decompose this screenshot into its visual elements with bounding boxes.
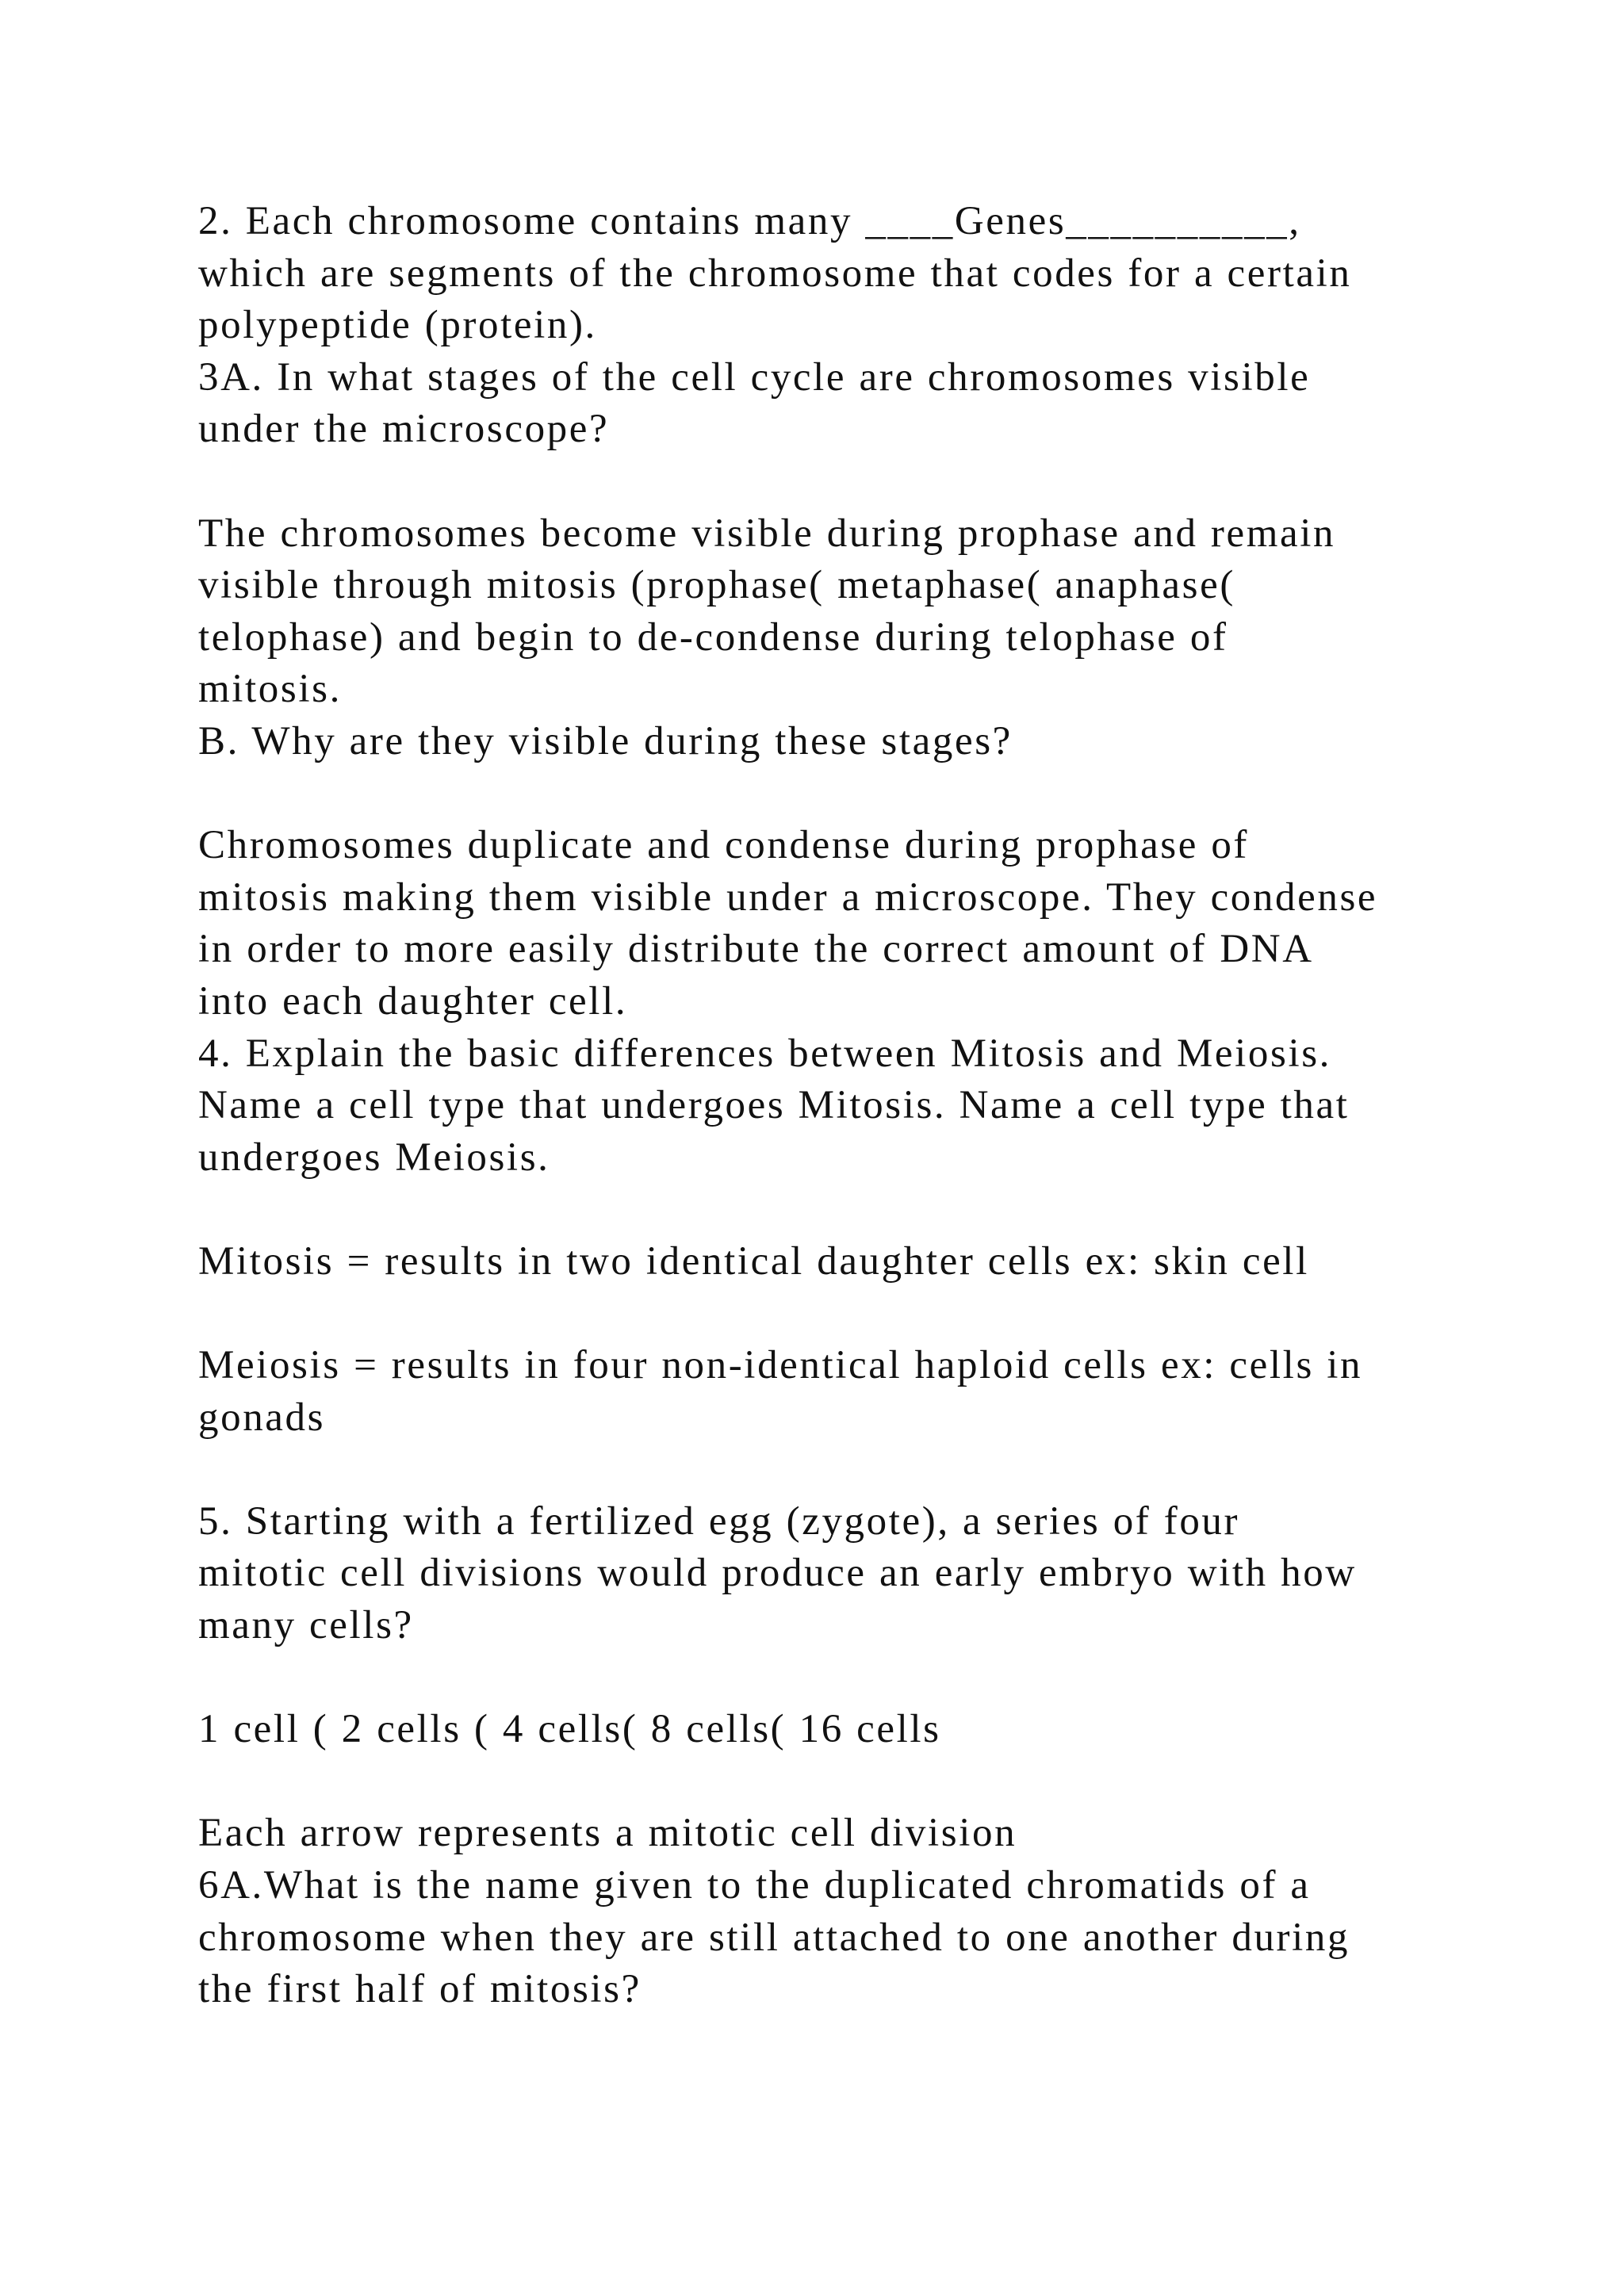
blank-line: [198, 1652, 1467, 1705]
text-line: visible through mitosis (prophase( metaphase( anaphase(: [198, 563, 1235, 608]
text-line: the first half of mitosis?: [198, 1967, 642, 2012]
text-line: The chromosomes become visible during prophase and remain: [198, 511, 1336, 556]
text-line: 2. Each chromosome contains many ____Genes__________,: [198, 199, 1301, 243]
blank-line: [198, 1184, 1467, 1236]
text-line: chromosome when they are still attached to one another during: [198, 1915, 1350, 1960]
text-line: telophase) and begin to de-condense during telophase of: [198, 614, 1228, 660]
blank-line: [198, 456, 1467, 508]
text-line: 6A.What is the name given to the duplicated chromatids of a: [198, 1863, 1311, 1908]
text-line: undergoes Meiosis.: [198, 1135, 550, 1180]
text-line: 1 cell ( 2 cells ( 4 cells( 8 cells( 16 cells: [198, 1707, 941, 1752]
text-line: under the microscope?: [198, 407, 610, 452]
blank-line: [198, 1444, 1467, 1496]
blank-line: [198, 1288, 1467, 1340]
text-line: mitosis.: [198, 667, 342, 712]
text-line: 3A. In what stages of the cell cycle are chromosomes visible: [198, 354, 1311, 400]
text-line: mitotic cell divisions would produce an early embryo with how: [198, 1551, 1357, 1596]
text-line: polypeptide (protein).: [198, 303, 597, 348]
text-line: which are segments of the chromosome that codes for a certain: [198, 251, 1352, 296]
text-line: Mitosis = results in two identical daughter cells ex: skin cell: [198, 1238, 1309, 1284]
document-body: [198, 196, 1467, 2016]
text-line: gonads: [198, 1395, 326, 1440]
blank-line: [198, 1756, 1467, 1808]
text-line: Each arrow represents a mitotic cell division: [198, 1811, 1017, 1856]
text-line: into each daughter cell.: [198, 978, 628, 1024]
text-line: Chromosomes duplicate and condense during prophase of: [198, 823, 1250, 868]
blank-line: [198, 768, 1467, 821]
text-line: mitosis making them visible under a microscope. They condense: [198, 874, 1378, 920]
text-line: 4. Explain the basic differences between Mitosis and Meiosis.: [198, 1031, 1332, 1076]
text-line: 5. Starting with a fertilized egg (zygote), a series of four: [198, 1498, 1240, 1544]
text-line: many cells?: [198, 1603, 414, 1648]
text-line: B. Why are they visible during these stages?: [198, 718, 1013, 763]
text-line: in order to more easily distribute the correct amount of DNA: [198, 927, 1314, 972]
text-line: Meiosis = results in four non-identical haploid cells ex: cells in: [198, 1343, 1363, 1388]
text-line: Name a cell type that undergoes Mitosis. Name a cell type that: [198, 1083, 1350, 1128]
